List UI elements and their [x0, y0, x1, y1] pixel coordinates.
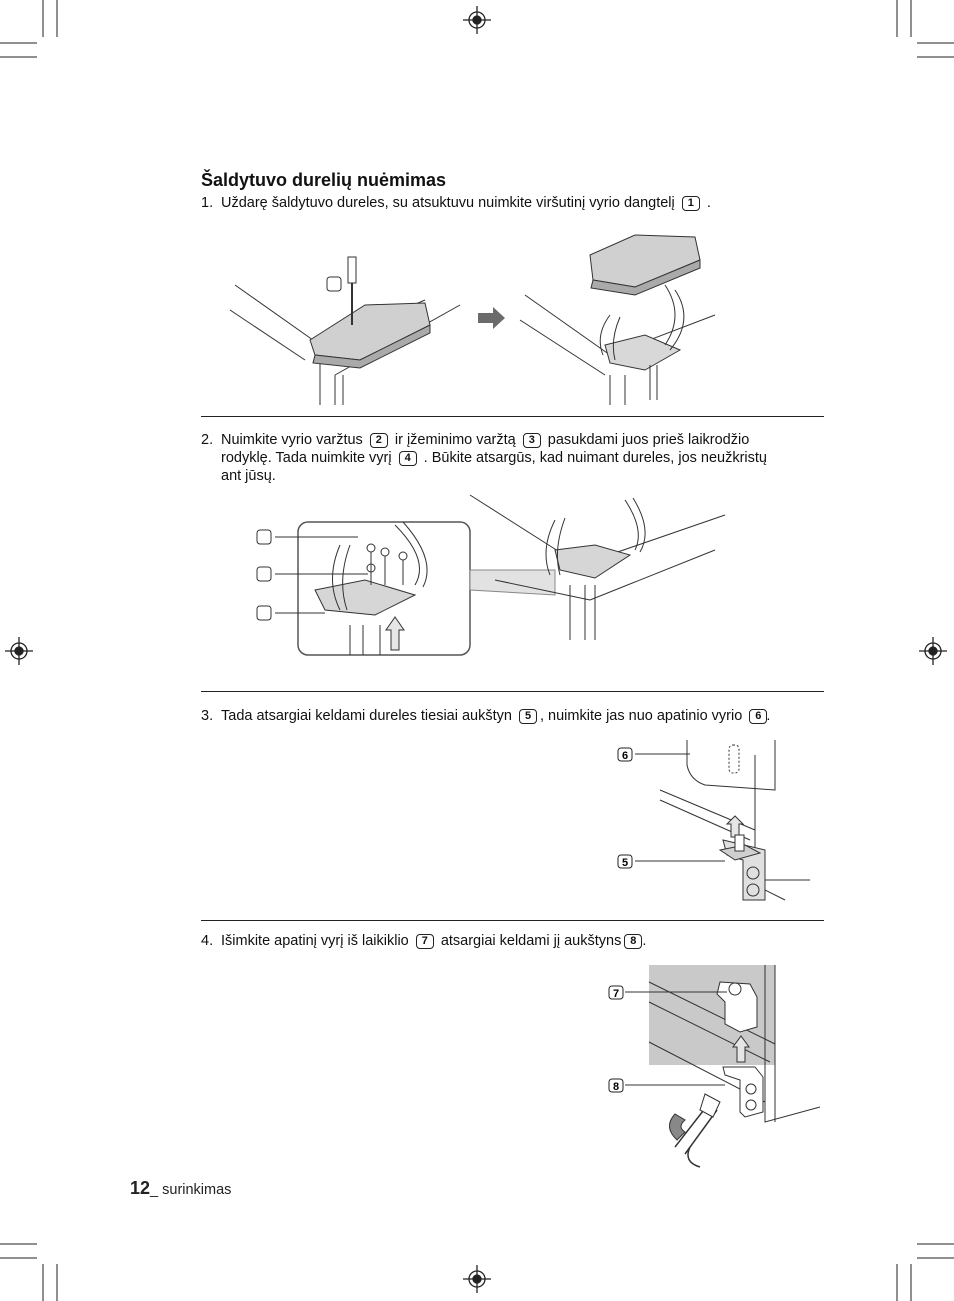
- figure-callout-6: 6: [621, 750, 629, 762]
- figure-callout-5: 5: [621, 857, 629, 869]
- registration-mark-left: [5, 637, 33, 665]
- registration-mark-bottom: [463, 1265, 491, 1293]
- step-number: 2.: [201, 432, 214, 448]
- step-2: [201, 431, 841, 485]
- figure-remove-lower-hinge: [605, 962, 825, 1170]
- step-text: . Būkite atsargūs, kad nuimant dureles, jos neužkristų: [423, 450, 767, 466]
- step-text: , nuimkite jas nuo apatinio vyrio: [540, 708, 743, 724]
- page-footer: [130, 1178, 231, 1199]
- divider: [201, 920, 824, 921]
- registration-mark-right: [919, 637, 947, 665]
- step-text: Išimkite apatinį vyrį iš laikiklio: [221, 933, 409, 949]
- callout-badge: 6: [749, 709, 767, 724]
- step-number: 3.: [201, 708, 214, 724]
- section-title: Šaldytuvo durelių nuėmimas: [201, 170, 447, 190]
- figure-callout-7: 7: [612, 988, 620, 1000]
- step-text: ant jūsų.: [221, 468, 276, 484]
- step-3: [201, 707, 861, 725]
- step-text: Tada atsargiai keldami dureles tiesiai aukštyn: [221, 708, 512, 724]
- footer-section: _ surinkimas: [150, 1182, 232, 1198]
- step-text: .: [642, 933, 647, 949]
- figure-remove-hinge-bolts: [255, 490, 730, 665]
- registration-mark-top: [463, 6, 491, 34]
- callout-badge: 7: [416, 934, 434, 949]
- step-text: Uždarę šaldytuvo dureles, su atsuktuvu nuimkite viršutinį vyrio dangtelį: [221, 195, 675, 211]
- step-text: atsargiai keldami jį aukštyns: [440, 933, 622, 949]
- step-number: 1.: [201, 195, 214, 211]
- divider: [201, 691, 824, 692]
- step-text: ir įžeminimo varžtą: [394, 432, 516, 448]
- callout-badge: 4: [399, 451, 417, 466]
- step-text: rodyklę. Tada nuimkite vyrį: [221, 450, 392, 466]
- figure-lift-door: [615, 735, 820, 907]
- step-text: .: [766, 708, 771, 724]
- step-text: Nuimkite vyrio varžtus: [221, 432, 363, 448]
- callout-badge: 5: [519, 709, 537, 724]
- callout-badge: 2: [370, 433, 388, 448]
- page-number: 12: [130, 1178, 151, 1198]
- step-4: [201, 932, 841, 950]
- callout-badge: 3: [523, 433, 541, 448]
- callout-badge: 1: [682, 196, 700, 211]
- step-1: [201, 194, 711, 212]
- divider: [201, 416, 824, 417]
- callout-badge: 8: [624, 934, 642, 949]
- step-text: pasukdami juos prieš laikrodžio: [547, 432, 750, 448]
- step-number: 4.: [201, 933, 214, 949]
- figure-callout-8: 8: [612, 1081, 620, 1093]
- step-text: .: [706, 195, 711, 211]
- figure-remove-hinge-cover: [225, 225, 730, 410]
